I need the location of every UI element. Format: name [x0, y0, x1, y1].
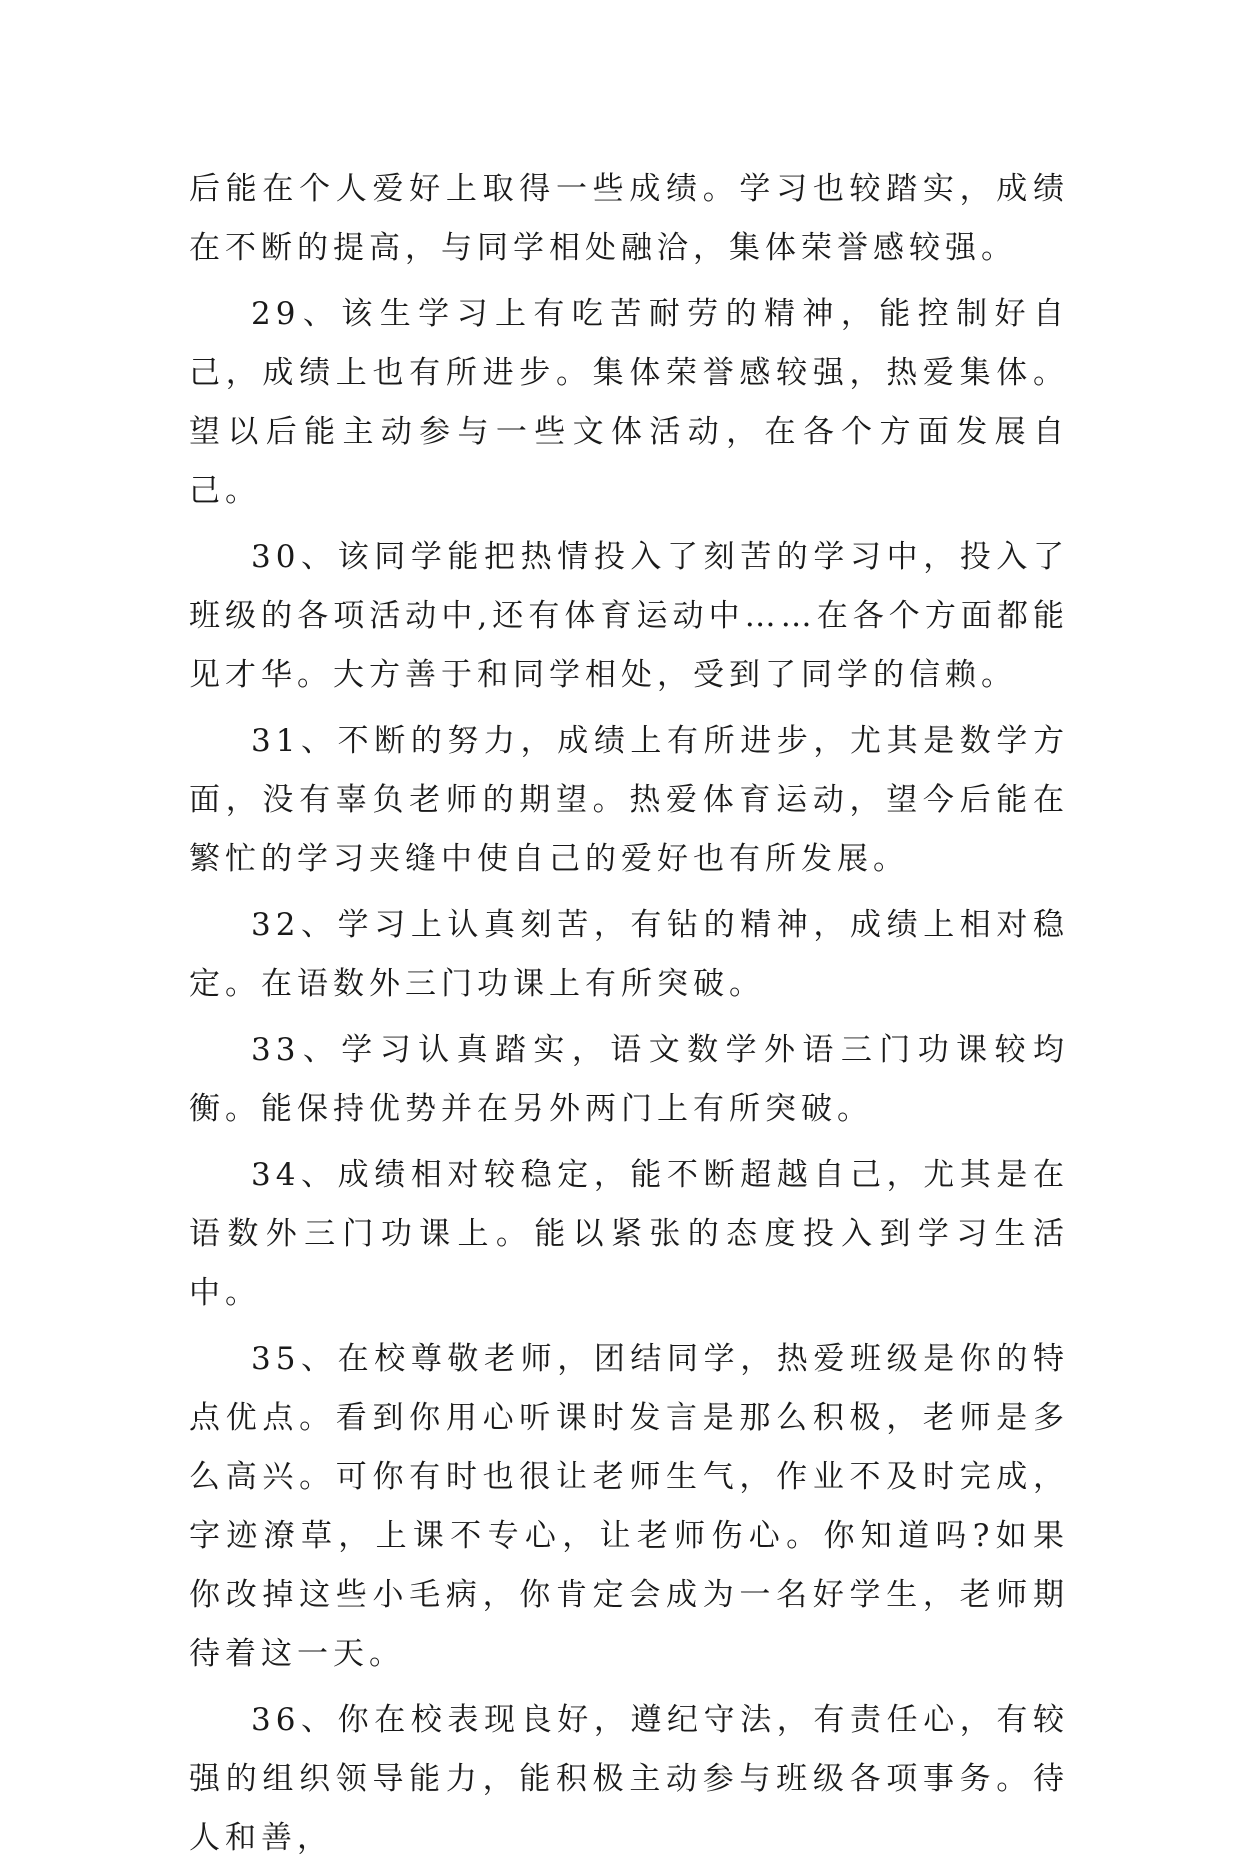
paragraph-33: 33、学习认真踏实，语文数学外语三门功课较均衡。能保持优势并在另外两门上有所突破。 — [189, 1032, 1069, 1127]
paragraph-continuation: 后能在个人爱好上取得一些成绩。学习也较踏实，成绩在不断的提高，与同学相处融洽，集体荣誉感较强。 — [189, 171, 1069, 266]
document-body — [189, 160, 1069, 1875]
paragraph-31: 31、不断的努力，成绩上有所进步，尤其是数学方面，没有辜负老师的期望。热爱体育运动，望今后能在繁忙的学习夹缝中使自己的爱好也有所发展。 — [189, 723, 1069, 877]
paragraph-29: 29、该生学习上有吃苦耐劳的精神，能控制好自己，成绩上也有所进步。集体荣誉感较强，热爱集体。望以后能主动参与一些文体活动，在各个方面发展自己。 — [189, 296, 1069, 509]
paragraph-36: 36、你在校表现良好，遵纪守法，有责任心，有较强的组织领导能力，能积极主动参与班级各项事务。待人和善， — [189, 1702, 1069, 1856]
paragraph-35: 35、在校尊敬老师，团结同学，热爱班级是你的特点优点。看到你用心听课时发言是那么积极，老师是多么高兴。可你有时也很让老师生气，作业不及时完成，字迹潦草，上课不专心，让老师伤心。你知道吗?如果你改掉这些小毛病，你肯定会成为一名好学生，老师期待着这一天。 — [189, 1341, 1069, 1672]
paragraph-30: 30、该同学能把热情投入了刻苦的学习中，投入了班级的各项活动中,还有体育运动中……在各个方面都能见才华。大方善于和同学相处，受到了同学的信赖。 — [189, 539, 1069, 693]
paragraph-34: 34、成绩相对较稳定，能不断超越自己，尤其是在语数外三门功课上。能以紧张的态度投入到学习生活中。 — [189, 1157, 1069, 1311]
paragraph-32: 32、学习上认真刻苦，有钻的精神，成绩上相对稳定。在语数外三门功课上有所突破。 — [189, 907, 1069, 1002]
